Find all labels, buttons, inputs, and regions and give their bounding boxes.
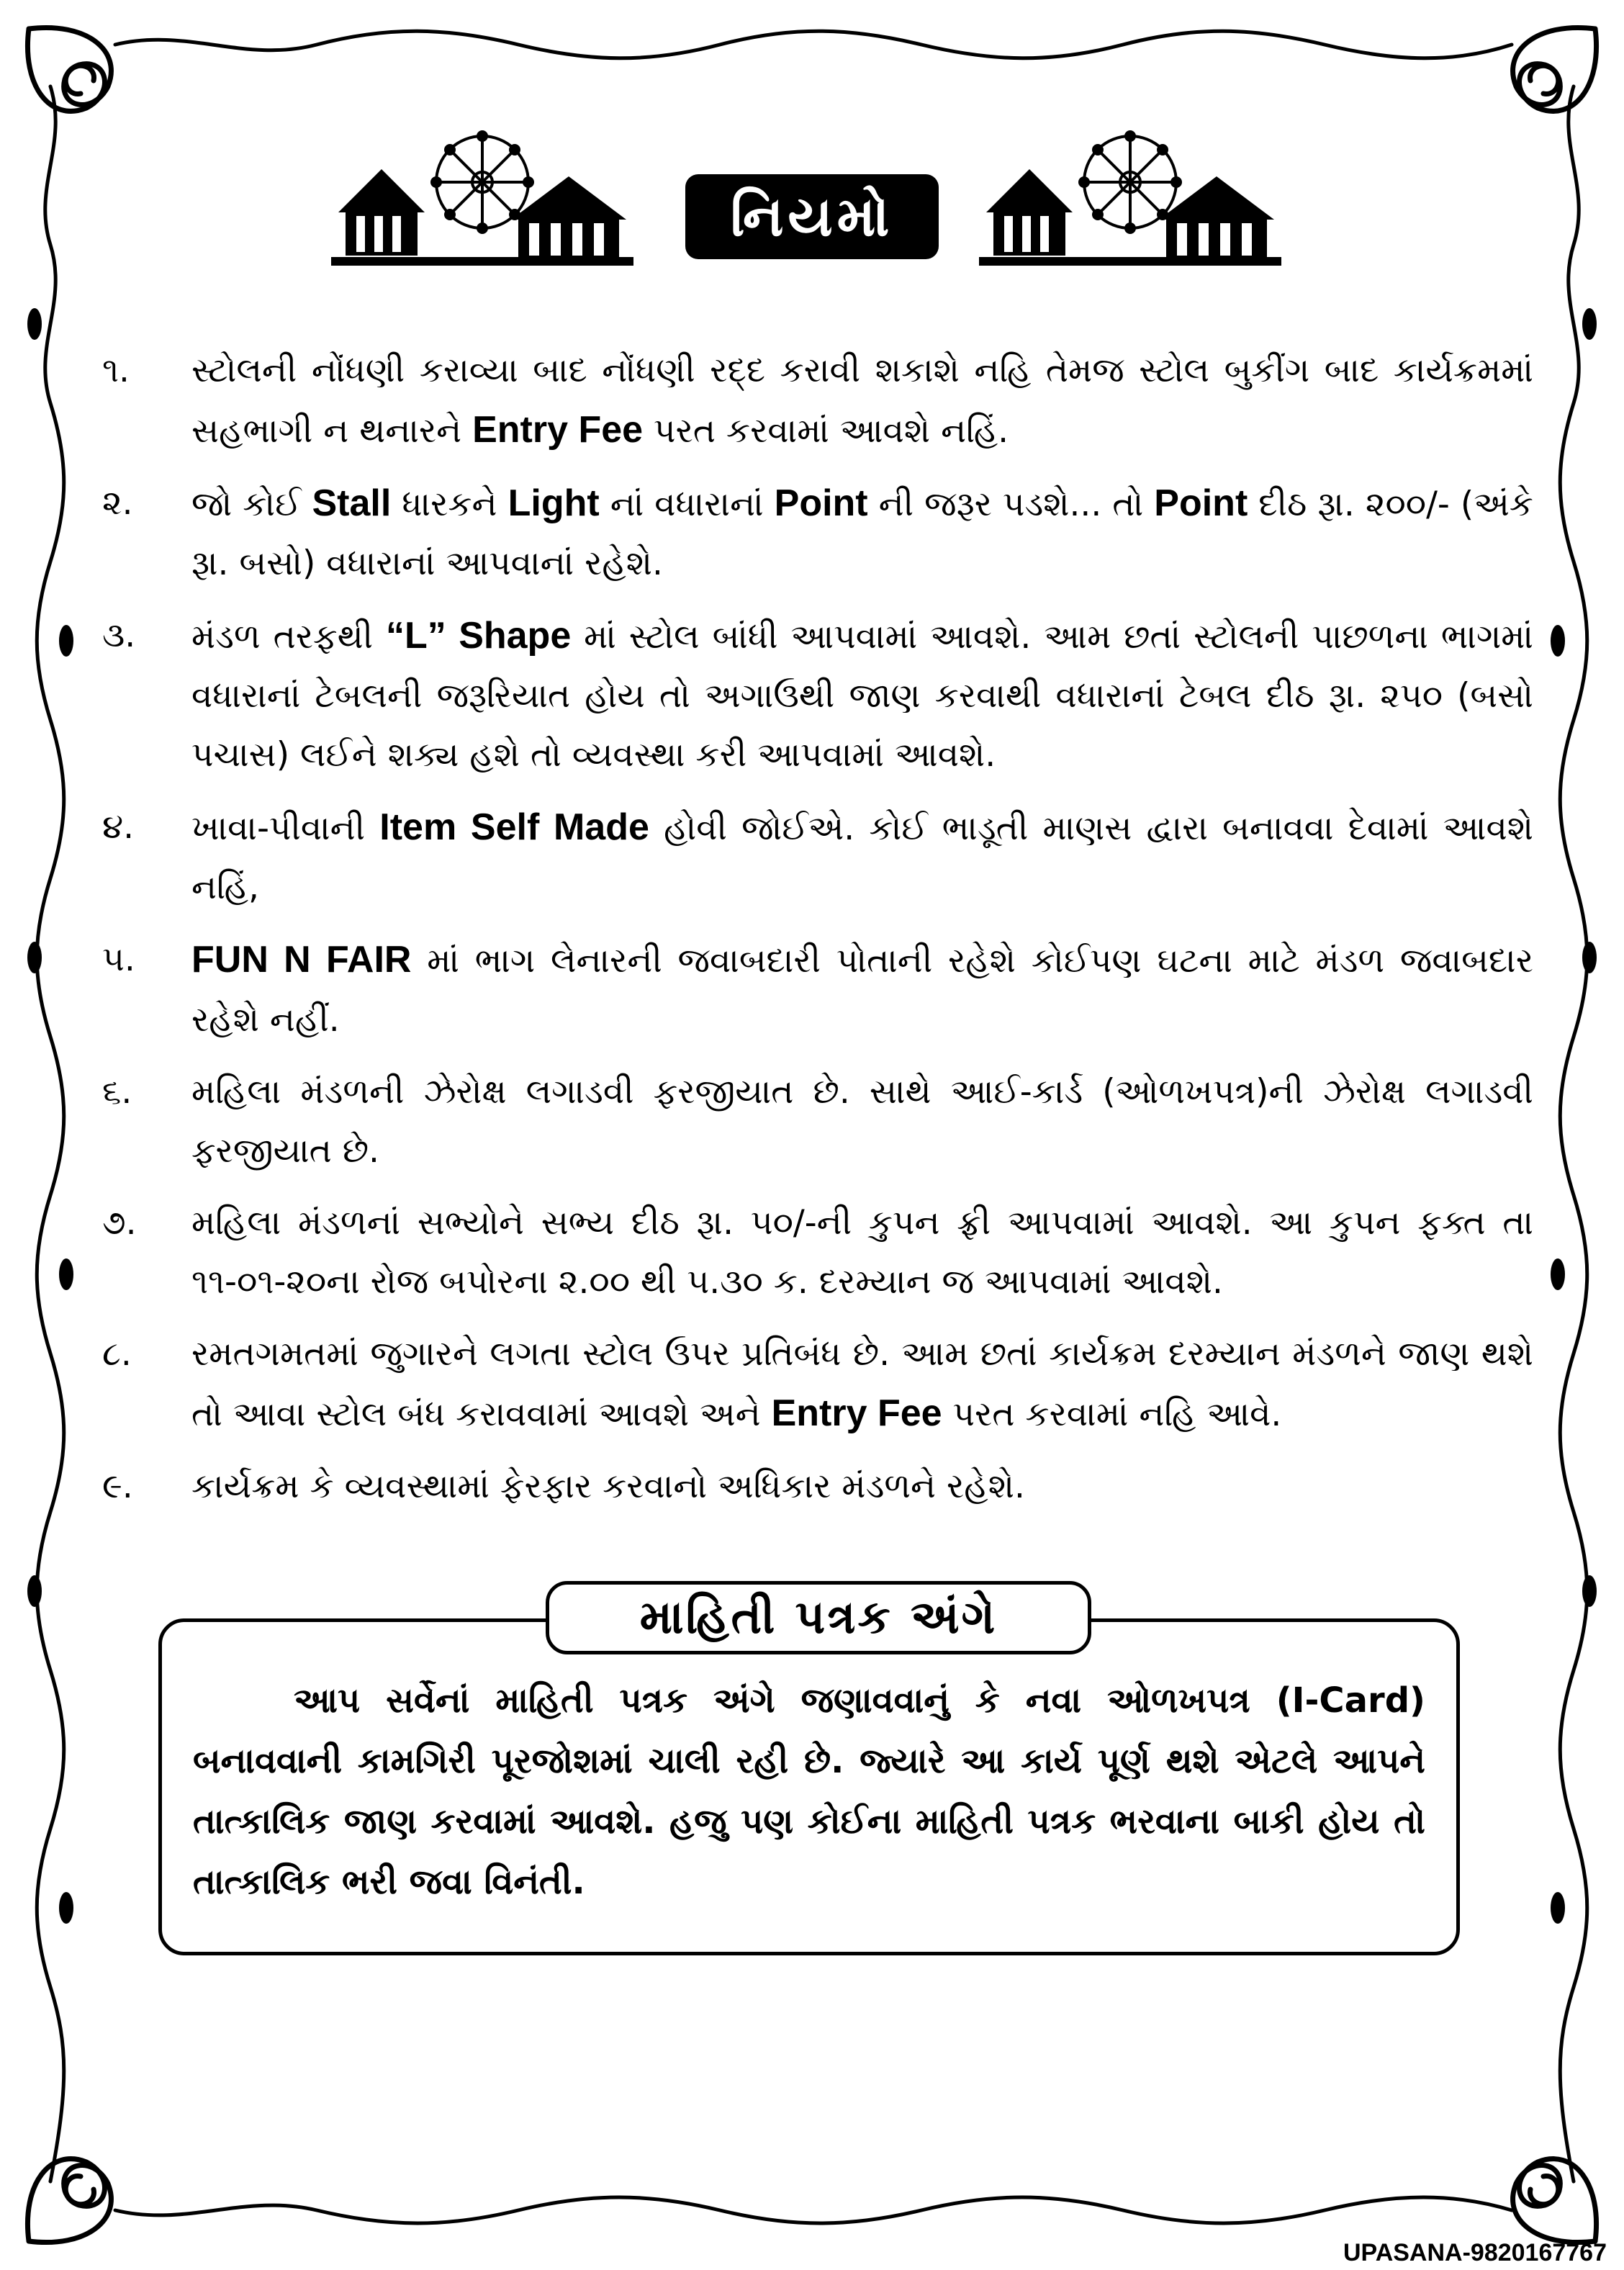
rule-item [86, 341, 1533, 461]
printer-credit: UPASANA-9820167767 [1343, 2239, 1607, 2266]
fair-illustration-right [979, 126, 1281, 270]
rule-number: ૨. [102, 483, 133, 523]
rule-text: રમતગમતમાં જુગારને લગતા સ્ટોલ ઉપર પ્રતિબંધ છે. આમ છતાં કાર્યક્રમ દરમ્યાન મંડળને જાણ થશે તો આવા સ્ટોલ બંધ કરાવવામાં આવશે અને Entry Fee પરત કરવામાં નહિ આવે. [191, 1334, 1533, 1434]
rule-item [86, 1063, 1533, 1181]
page-title: નિયમો [685, 174, 939, 259]
rule-item [86, 1194, 1533, 1312]
rule-emphasis: “L” Shape [386, 615, 572, 657]
rule-emphasis: Entry Fee [472, 409, 644, 451]
rule-number: ૧. [102, 351, 130, 390]
rule-text: ખાવા-પીવાની Item Self Made હોવી જોઈએ. કોઈ ભાડૂતી માણસ દ્વારા બનાવવા દેવામાં આવશે નહિં, [191, 806, 1533, 907]
rule-number: ૪. [102, 807, 135, 847]
rule-item [86, 606, 1533, 785]
rule-emphasis: Point [774, 482, 868, 524]
info-box-body: આપ સર્વેનાં માહિતી પત્રક અંગે જણાવવાનું કે નવા ઓળખપત્ર (I-Card) બનાવવાની કામગિરી પૂરજોશમાં ચાલી રહી છે. જ્યારે આ કાર્ય પૂર્ણ થશે એટલે આપને તાત્કાલિક જાણ કરવામાં આવશે. હજુ પણ કોઈના માહિતી પત્રક ભરવાના બાકી હોય તો તાત્કાલિક ભરી જવા વિનંતી. [193, 1680, 1425, 1902]
fair-illustration-left [331, 126, 633, 270]
rule-emphasis: Stall [312, 482, 392, 524]
rule-text: સ્ટોલની નોંધણી કરાવ્યા બાદ નોંધણી રદ્દ કરાવી શકાશે નહિ તેમજ સ્ટોલ બુકીંગ બાદ કાર્યક્રમમાં સહભાગી ન થનારને Entry Fee પરત કરવામાં આવશે નહિં. [191, 351, 1533, 451]
rule-text: મંડળ તરફથી “L” Shape માં સ્ટોલ બાંધી આપવામાં આવશે. આમ છતાં સ્ટોલની પાછળના ભાગમાં વધારાનાં ટેબલની જરૂરિયાત હોય તો અગાઉથી જાણ કરવાથી વધારાનાં ટેબલ દીઠ રૂા. ૨૫૦ (બસો પચાસ) લઈને શક્ય હશે તો વ્યવસ્થા કરી આપવામાં આવશે. [191, 615, 1533, 775]
rule-emphasis: FUN N FAIR [191, 939, 412, 981]
info-box-heading: માહિતી પત્રક અંગે [546, 1581, 1091, 1654]
rule-number: ૩. [102, 616, 136, 655]
rule-text: મહિલા મંડળની ઝેરોક્ષ લગાડવી ફરજીયાત છે. સાથે આઈ-કાર્ડ (ઓળખપત્ર)ની ઝેરોક્ષ લગાડવી ફરજીયાત છે. [191, 1072, 1533, 1171]
rule-emphasis: Light [508, 482, 600, 524]
rule-number: ૫. [102, 940, 135, 979]
rule-text: FUN N FAIR માં ભાગ લેનારની જવાબદારી પોતાની રહેશે કોઈપણ ઘટના માટે મંડળ જવાબદાર રહેશે નહીં. [191, 939, 1533, 1040]
rule-emphasis: Item Self Made [379, 806, 649, 848]
rule-text: મહિલા મંડળનાં સભ્યોને સભ્ય દીઠ રૂા. ૫૦/-ની કુપન ફ્રી આપવામાં આવશે. આ કુપન ફક્ત તા ૧૧-૦૧-૨૦ના રોજ બપોરના ૨.૦૦ થી ૫.૩૦ ક. દરમ્યાન જ આપવામાં આવશે. [191, 1203, 1533, 1302]
rule-number: ૯. [102, 1467, 133, 1506]
rule-number: ૭. [102, 1203, 137, 1243]
rule-item [86, 930, 1533, 1050]
rule-item [86, 474, 1533, 593]
rule-emphasis: Entry Fee [771, 1392, 942, 1434]
rules-list [86, 341, 1533, 1529]
rule-item [86, 1325, 1533, 1444]
rule-item [86, 798, 1533, 917]
rule-text: જો કોઈ Stall ધારકને Light નાં વધારાનાં Point ની જરૂર પડશે... તો Point દીઠ રૂા. ૨૦૦/- (અંકે રૂા. બસો) વધારાનાં આપવાનાં રહેશે. [191, 482, 1533, 583]
rule-emphasis: Point [1154, 482, 1248, 524]
rule-number: ૮. [102, 1334, 132, 1374]
rule-text: કાર્યક્રમ કે વ્યવસ્થામાં ફેરફાર કરવાનો અધિકાર મંડળને રહેશે. [191, 1467, 1025, 1506]
rule-number: ૬. [102, 1072, 132, 1112]
rule-item [86, 1457, 1533, 1516]
